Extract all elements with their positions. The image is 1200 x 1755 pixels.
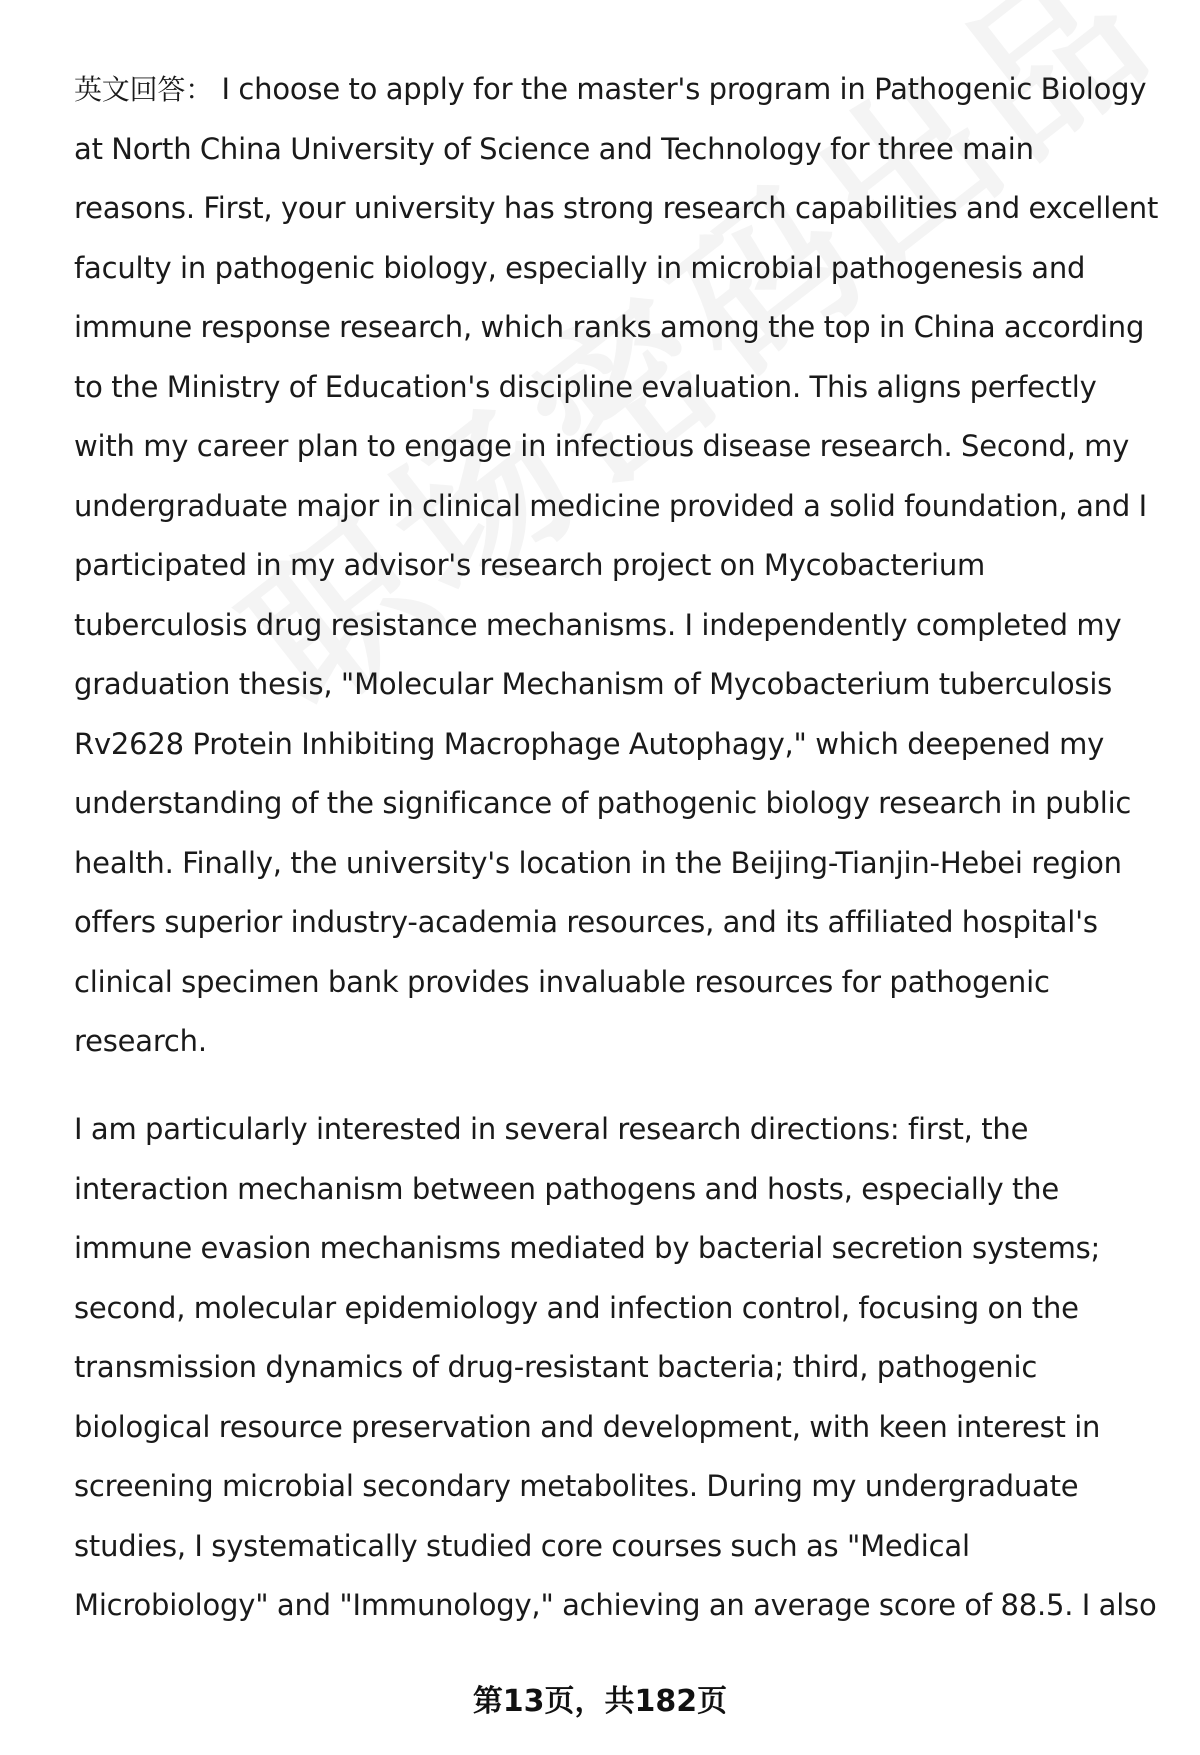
answer-label: 英文回答：: [74, 73, 214, 106]
page-number-footer: 第13页，共182页: [472, 1684, 728, 1719]
answer-paragraph-1: [74, 60, 1159, 1072]
answer-paragraph-2: [74, 1100, 1159, 1636]
paragraph-2-text: I am particularly interested in several research directions: first, the interaction mechanism between pathogens and hosts, especially the immune evasion mechanisms mediated by bacterial secretion systems; second, molecular epidemiology and infection control, focusing on the transmission dynamics of drug-resistant bacteria; third, pathogenic biological resource preservation and development, with keen interest in screening microbial secondary metabolites. During my undergraduate studies, I systematically studied core courses such as "Medical Microbiology" and "Immunology," achieving an average score of 88.5. I also: [74, 1112, 1157, 1622]
paragraph-1-text: I choose to apply for the master's program in Pathogenic Biology at North China University of Science and Technology for three main reasons. First, your university has strong research capabilities and excellent faculty in pathogenic biology, especially in microbial pathogenesis and immune response research, which ranks among the top in China according to the Ministry of Education's discipline evaluation. This aligns perfectly with my career plan to engage in infectious disease research. Second, my undergraduate major in clinical medicine provided a solid foundation, and I participated in my advisor's research project on Mycobacterium tuberculosis drug resistance mechanisms. I independently completed my graduation thesis, "Molecular Mechanism of Mycobacterium tuberculosis Rv2628 Protein Inhibiting Macrophage Autophagy," which deepened my understanding of the significance of pathogenic biology research in public health. Finally, the university's location in the Beijing-Tianjin-Hebei region offers superior industry-academia resources, and its affiliated hospital's clinical specimen bank provides invaluable resources for pathogenic research.: [74, 72, 1159, 1058]
